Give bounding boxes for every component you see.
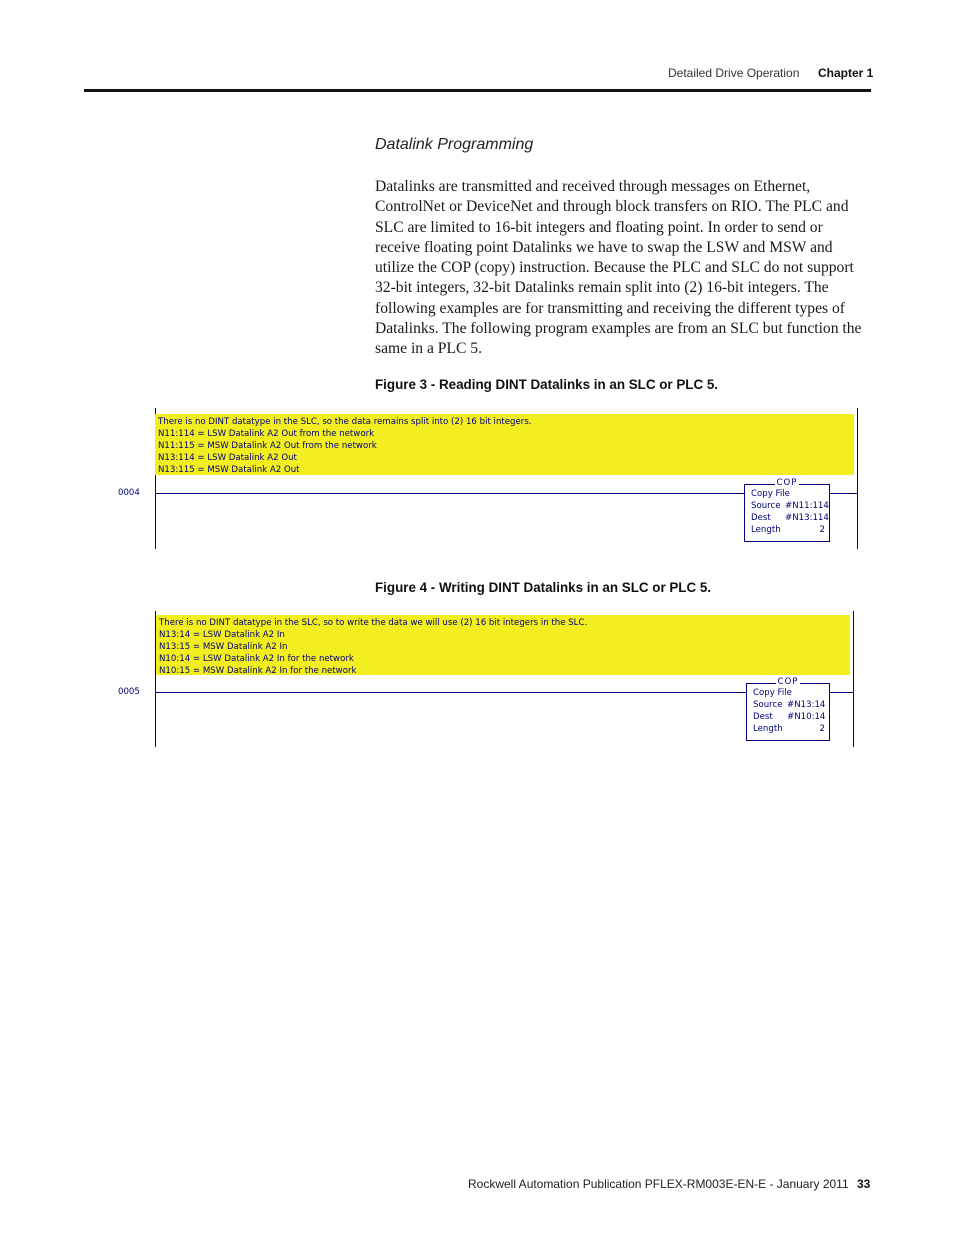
comment-line: N13:114 = LSW Datalink A2 Out	[158, 453, 297, 463]
cop-source-value: #N13:14	[787, 700, 826, 710]
rung-comment	[155, 414, 854, 475]
cop-subtitle: Copy File	[751, 489, 790, 499]
right-power-rail	[857, 408, 858, 549]
right-power-rail	[853, 611, 854, 747]
running-header-chapter: Chapter 1	[818, 66, 874, 80]
page-number: 33	[857, 1177, 871, 1191]
body-paragraph: Datalinks are transmitted and received through messages on Ethernet, ControlNet or DeviceNet and through block transfers on RIO. The PLC and SLC are limited to 16-bit integers and floating point. In order to send or receive floating point Datalinks we have to swap the LSW and MSW and utilize the COP (copy) instruction. Because the PLC and SLC do not support 32-bit integers, 32-bit Datalinks remain split into (2) 16-bit integers. The following examples are for transmitting and receiving the different types of Datalinks. The following program examples are from an SLC but function the same in a PLC 5.	[375, 178, 862, 358]
cop-instruction-name: COP	[776, 478, 798, 488]
rung-wire-right	[830, 493, 857, 494]
cop-dest-value: #N10:14	[787, 712, 826, 722]
comment-line: N11:115 = MSW Datalink A2 Out from the network	[158, 441, 377, 451]
cop-instruction-name: COP	[777, 677, 799, 687]
rung-comment	[156, 615, 850, 675]
cop-instruction-block	[746, 677, 830, 741]
cop-dest-label: Dest	[751, 513, 771, 523]
cop-length-value: 2	[819, 724, 825, 734]
comment-line: N13:15 = MSW Datalink A2 In	[159, 642, 288, 652]
cop-source-label: Source	[753, 700, 783, 710]
cop-length-label: Length	[751, 525, 781, 535]
running-header-section: Detailed Drive Operation	[668, 66, 800, 80]
cop-length-value: 2	[819, 525, 825, 535]
comment-line: N10:14 = LSW Datalink A2 In for the network	[159, 654, 354, 664]
rung-wire-left	[155, 493, 744, 494]
cop-source-label: Source	[751, 501, 781, 511]
cop-dest-label: Dest	[753, 712, 773, 722]
comment-line: There is no DINT datatype in the SLC, so to write the data we will use (2) 16 bit integers in the SLC.	[159, 618, 588, 628]
comment-line: N10:15 = MSW Datalink A2 In for the network	[159, 666, 357, 676]
comment-line: There is no DINT datatype in the SLC, so the data remains split into (2) 16 bit integers.	[158, 417, 532, 427]
cop-dest-value: #N13:114	[785, 513, 829, 523]
comment-line: N11:114 = LSW Datalink A2 Out from the network	[158, 429, 375, 439]
cop-instruction-block	[744, 478, 830, 542]
rung-number: 0005	[118, 687, 140, 697]
section-title: Datalink Programming	[375, 136, 534, 153]
comment-line: N13:115 = MSW Datalink A2 Out	[158, 465, 300, 475]
ladder-figure-4	[118, 611, 863, 749]
header-rule	[84, 89, 871, 92]
footer-publication: Rockwell Automation Publication PFLEX-RM003E-EN-E - January 2011	[468, 1177, 849, 1191]
rung-wire-left	[155, 692, 746, 693]
comment-line: N13:14 = LSW Datalink A2 In	[159, 630, 285, 640]
rung-number: 0004	[118, 488, 140, 498]
figure-4-caption: Figure 4 - Writing DINT Datalinks in an SLC or PLC 5.	[375, 580, 712, 595]
cop-subtitle: Copy File	[753, 688, 792, 698]
cop-source-value: #N11:114	[785, 501, 829, 511]
cop-length-label: Length	[753, 724, 783, 734]
ladder-figure-3	[118, 408, 863, 551]
rung-wire-right	[830, 692, 853, 693]
figure-3-caption: Figure 3 - Reading DINT Datalinks in an SLC or PLC 5.	[375, 377, 718, 392]
